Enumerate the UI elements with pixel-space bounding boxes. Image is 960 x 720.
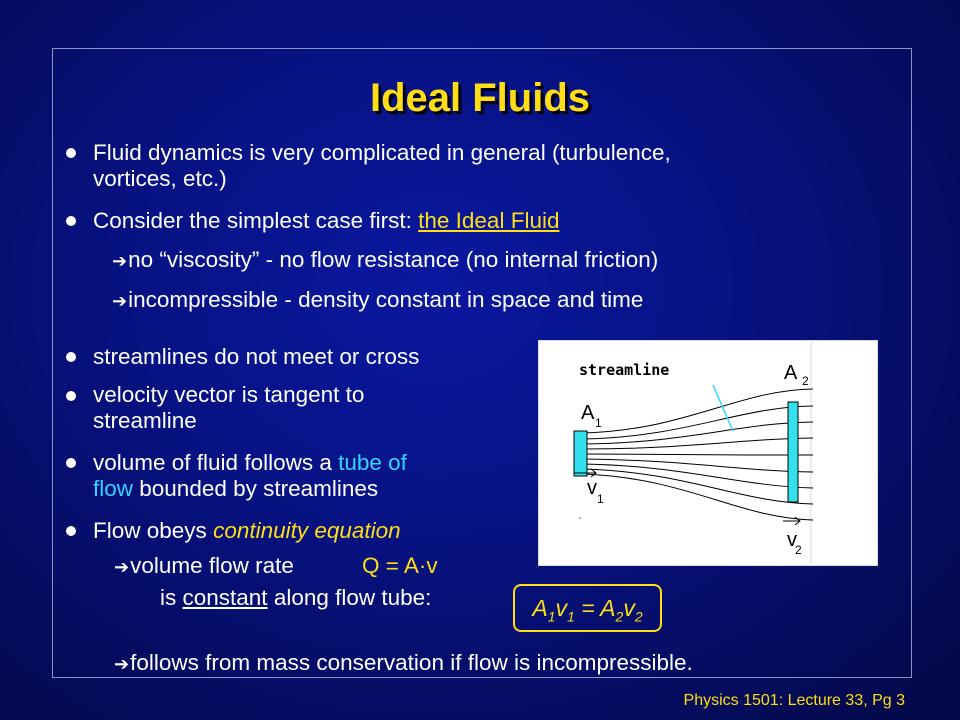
arrow-bullet-icon: ➔ — [114, 654, 130, 674]
area-a1-cross-section — [574, 431, 587, 476]
constant-underline: constant — [182, 585, 268, 610]
arrow-bullet-icon: ➔ — [114, 557, 130, 577]
equation-subscript: 1 — [567, 608, 575, 625]
bullet-icon — [66, 458, 76, 468]
equation-term: A — [600, 595, 616, 621]
bullet-text: velocity vector is tangent to — [93, 382, 365, 407]
equation-equals: = — [574, 595, 601, 621]
sub-bullet-text: no “viscosity” - no flow resistance (no internal friction) — [128, 247, 659, 272]
continuity-equation-highlight: continuity equation — [213, 518, 401, 543]
bullet-icon — [66, 526, 76, 536]
arrow-bullet-icon: ➔ — [112, 251, 128, 271]
arrow-bullet-icon: ➔ — [112, 291, 128, 311]
bullet-tube-of-flow — [93, 450, 407, 502]
sub-bullet-flow-rate — [114, 553, 294, 580]
bullet-text: Fluid dynamics is very complicated in general (turbulence, — [93, 140, 671, 165]
flow-rate-formula: Q = A·v — [362, 553, 438, 578]
a2-label: A — [784, 362, 798, 384]
sub-bullet-text: is — [160, 585, 183, 610]
sub-bullet-incompressible — [112, 287, 643, 314]
bullet-streamlines: streamlines do not meet or cross — [93, 344, 420, 369]
bullet-text: bounded by streamlines — [133, 476, 379, 501]
slide-title: Ideal Fluids — [369, 76, 591, 120]
bullet-ideal-fluid — [93, 208, 559, 234]
bullet-icon — [66, 216, 76, 226]
flow-tube-diagram — [538, 340, 878, 566]
stray-dot — [579, 517, 581, 519]
slide-footer: Physics 1501: Lecture 33, Pg 3 — [683, 692, 905, 709]
area-a2-cross-section — [788, 402, 798, 502]
a1-label: A — [581, 402, 595, 424]
sub-bullet-viscosity — [112, 247, 658, 274]
tube-of-flow-highlight: tube of — [338, 450, 407, 475]
v1-subscript: 1 — [597, 492, 604, 506]
equation-term: v — [555, 595, 568, 621]
equation-term: A — [532, 595, 548, 621]
ideal-fluid-link[interactable]: the Ideal Fluid — [418, 208, 560, 233]
continuity-equation-box — [513, 584, 662, 632]
bullet-text: Consider the simplest case first: — [93, 208, 419, 233]
bullet-text: vortices, etc.) — [93, 166, 227, 191]
bullet-icon — [66, 352, 76, 362]
bullet-fluid-dynamics — [93, 140, 671, 192]
equation-term: v — [623, 595, 635, 621]
v2-label: v — [787, 529, 797, 551]
v2-subscript: 2 — [795, 543, 802, 557]
equation-subscript: 2 — [615, 608, 624, 625]
a2-subscript: 2 — [802, 374, 809, 388]
bullet-text: streamline — [93, 408, 197, 433]
v1-label: v — [587, 477, 597, 499]
equation-subscript: 1 — [547, 608, 556, 625]
bullet-icon — [66, 148, 76, 158]
streamline-label: streamline — [579, 361, 670, 379]
sub-bullet-text: follows from mass conservation if flow is incompressible. — [130, 650, 693, 675]
sub-bullet-text: incompressible - density constant in space and time — [128, 287, 644, 312]
sub-bullet-text: along flow tube: — [267, 585, 432, 610]
bullet-icon — [66, 391, 76, 401]
bullet-text: Flow obeys — [93, 518, 214, 543]
equation-subscript: 2 — [634, 608, 643, 625]
bullet-velocity-vector — [93, 382, 364, 434]
sub-bullet-constant — [160, 585, 431, 611]
sub-bullet-text: volume flow rate — [130, 553, 294, 578]
sub-bullet-mass-conservation — [114, 650, 693, 677]
bullet-text: volume of fluid follows a — [93, 450, 339, 475]
bullet-continuity — [93, 518, 401, 544]
tube-of-flow-highlight: flow — [93, 476, 134, 501]
a1-subscript: 1 — [595, 416, 602, 430]
